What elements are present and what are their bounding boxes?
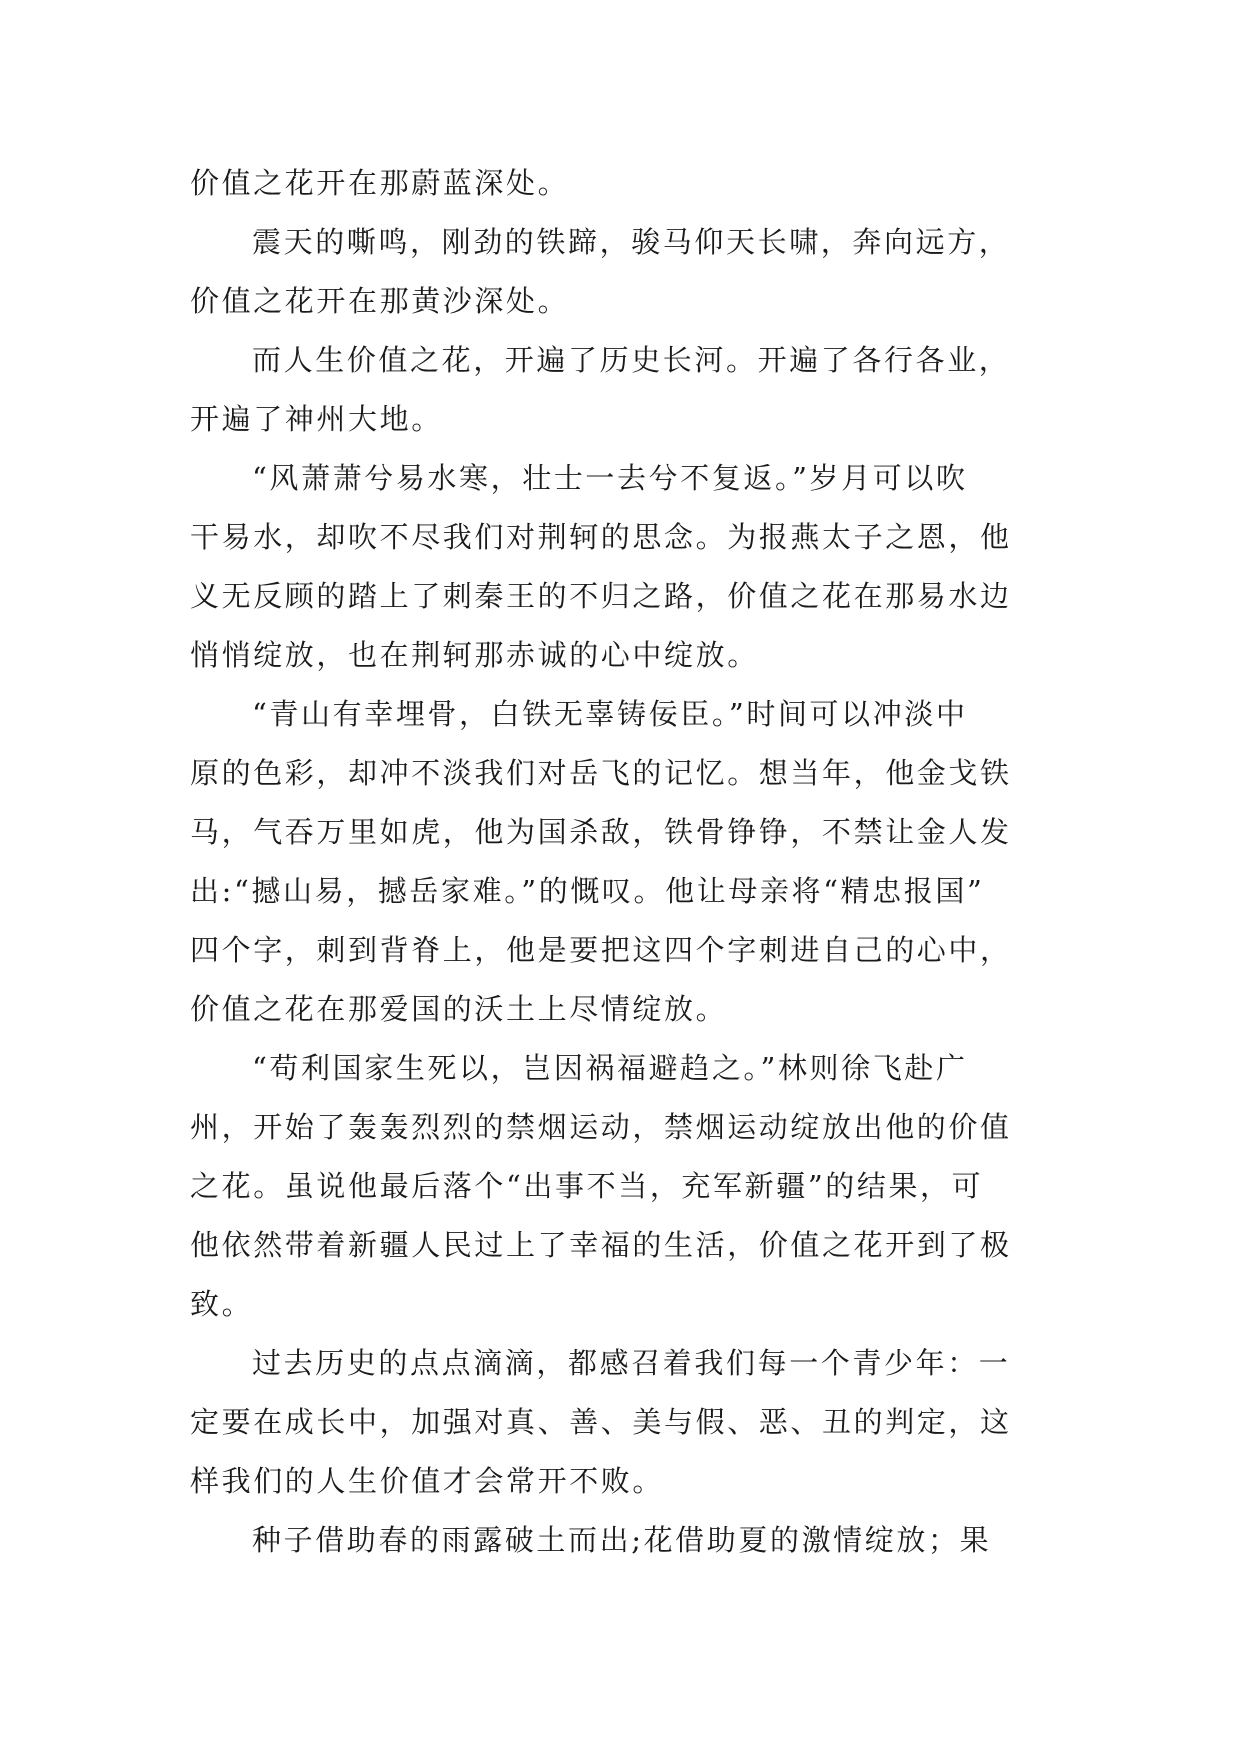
text-line: 开遍了神州大地。 [190, 402, 443, 436]
text-line: 种子借助春的雨露破土而出;花借助夏的激情绽放；果 [252, 1523, 992, 1557]
text-line: “青山有幸埋骨，白铁无辜铸佞臣。”时间可以冲淡中 [252, 697, 968, 731]
text-line: 而人生价值之花，开遍了历史长河。开遍了各行各业， [252, 343, 1011, 377]
text-line: 干易水，却吹不尽我们对荆轲的思念。为报燕太子之恩，他 [190, 520, 1012, 554]
text-line: “风萧萧兮易水寒，壮士一去兮不复返。”岁月可以吹 [252, 461, 968, 495]
text-line: 致。 [190, 1287, 254, 1321]
text-line: 震天的嘶鸣，刚劲的铁蹄，骏马仰天长啸，奔向远方， [252, 225, 1011, 259]
text-line: 之花。虽说他最后落个“出事不当，充军新疆”的结果，可 [190, 1169, 984, 1203]
text-line: 原的色彩，却冲不淡我们对岳飞的记忆。想当年，他金戈铁 [190, 756, 1012, 790]
text-line: “苟利国家生死以，岂因祸福避趋之。”林则徐飞赴广 [252, 1051, 968, 1085]
essay-body [190, 154, 1065, 1570]
text-line: 悄悄绽放，也在荆轲那赤诚的心中绽放。 [190, 638, 759, 672]
text-line: 价值之花开在那蔚蓝深处。 [190, 166, 570, 200]
text-line: 州，开始了轰轰烈烈的禁烟运动，禁烟运动绽放出他的价值 [190, 1110, 1012, 1144]
text-line: 他依然带着新疆人民过上了幸福的生活，价值之花开到了极 [190, 1228, 1012, 1262]
text-line: 马，气吞万里如虎，他为国杀敌，铁骨铮铮，不禁让金人发 [190, 815, 1012, 849]
text-line: 过去历史的点点滴滴，都感召着我们每一个青少年：一 [252, 1346, 1011, 1380]
text-line: 四个字，刺到背脊上，他是要把这四个字刺进自己的心中， [190, 933, 1012, 967]
text-line: 出:“撼山易，撼岳家难。”的慨叹。他让母亲将“精忠报国” [190, 874, 985, 908]
text-line: 定要在成长中，加强对真、善、美与假、恶、丑的判定，这 [190, 1405, 1012, 1439]
text-line: 价值之花在那爱国的沃土上尽情绽放。 [190, 992, 728, 1026]
text-line: 样我们的人生价值才会常开不败。 [190, 1464, 665, 1498]
text-line: 义无反顾的踏上了刺秦王的不归之路，价值之花在那易水边 [190, 579, 1012, 613]
text-line: 价值之花开在那黄沙深处。 [190, 284, 570, 318]
